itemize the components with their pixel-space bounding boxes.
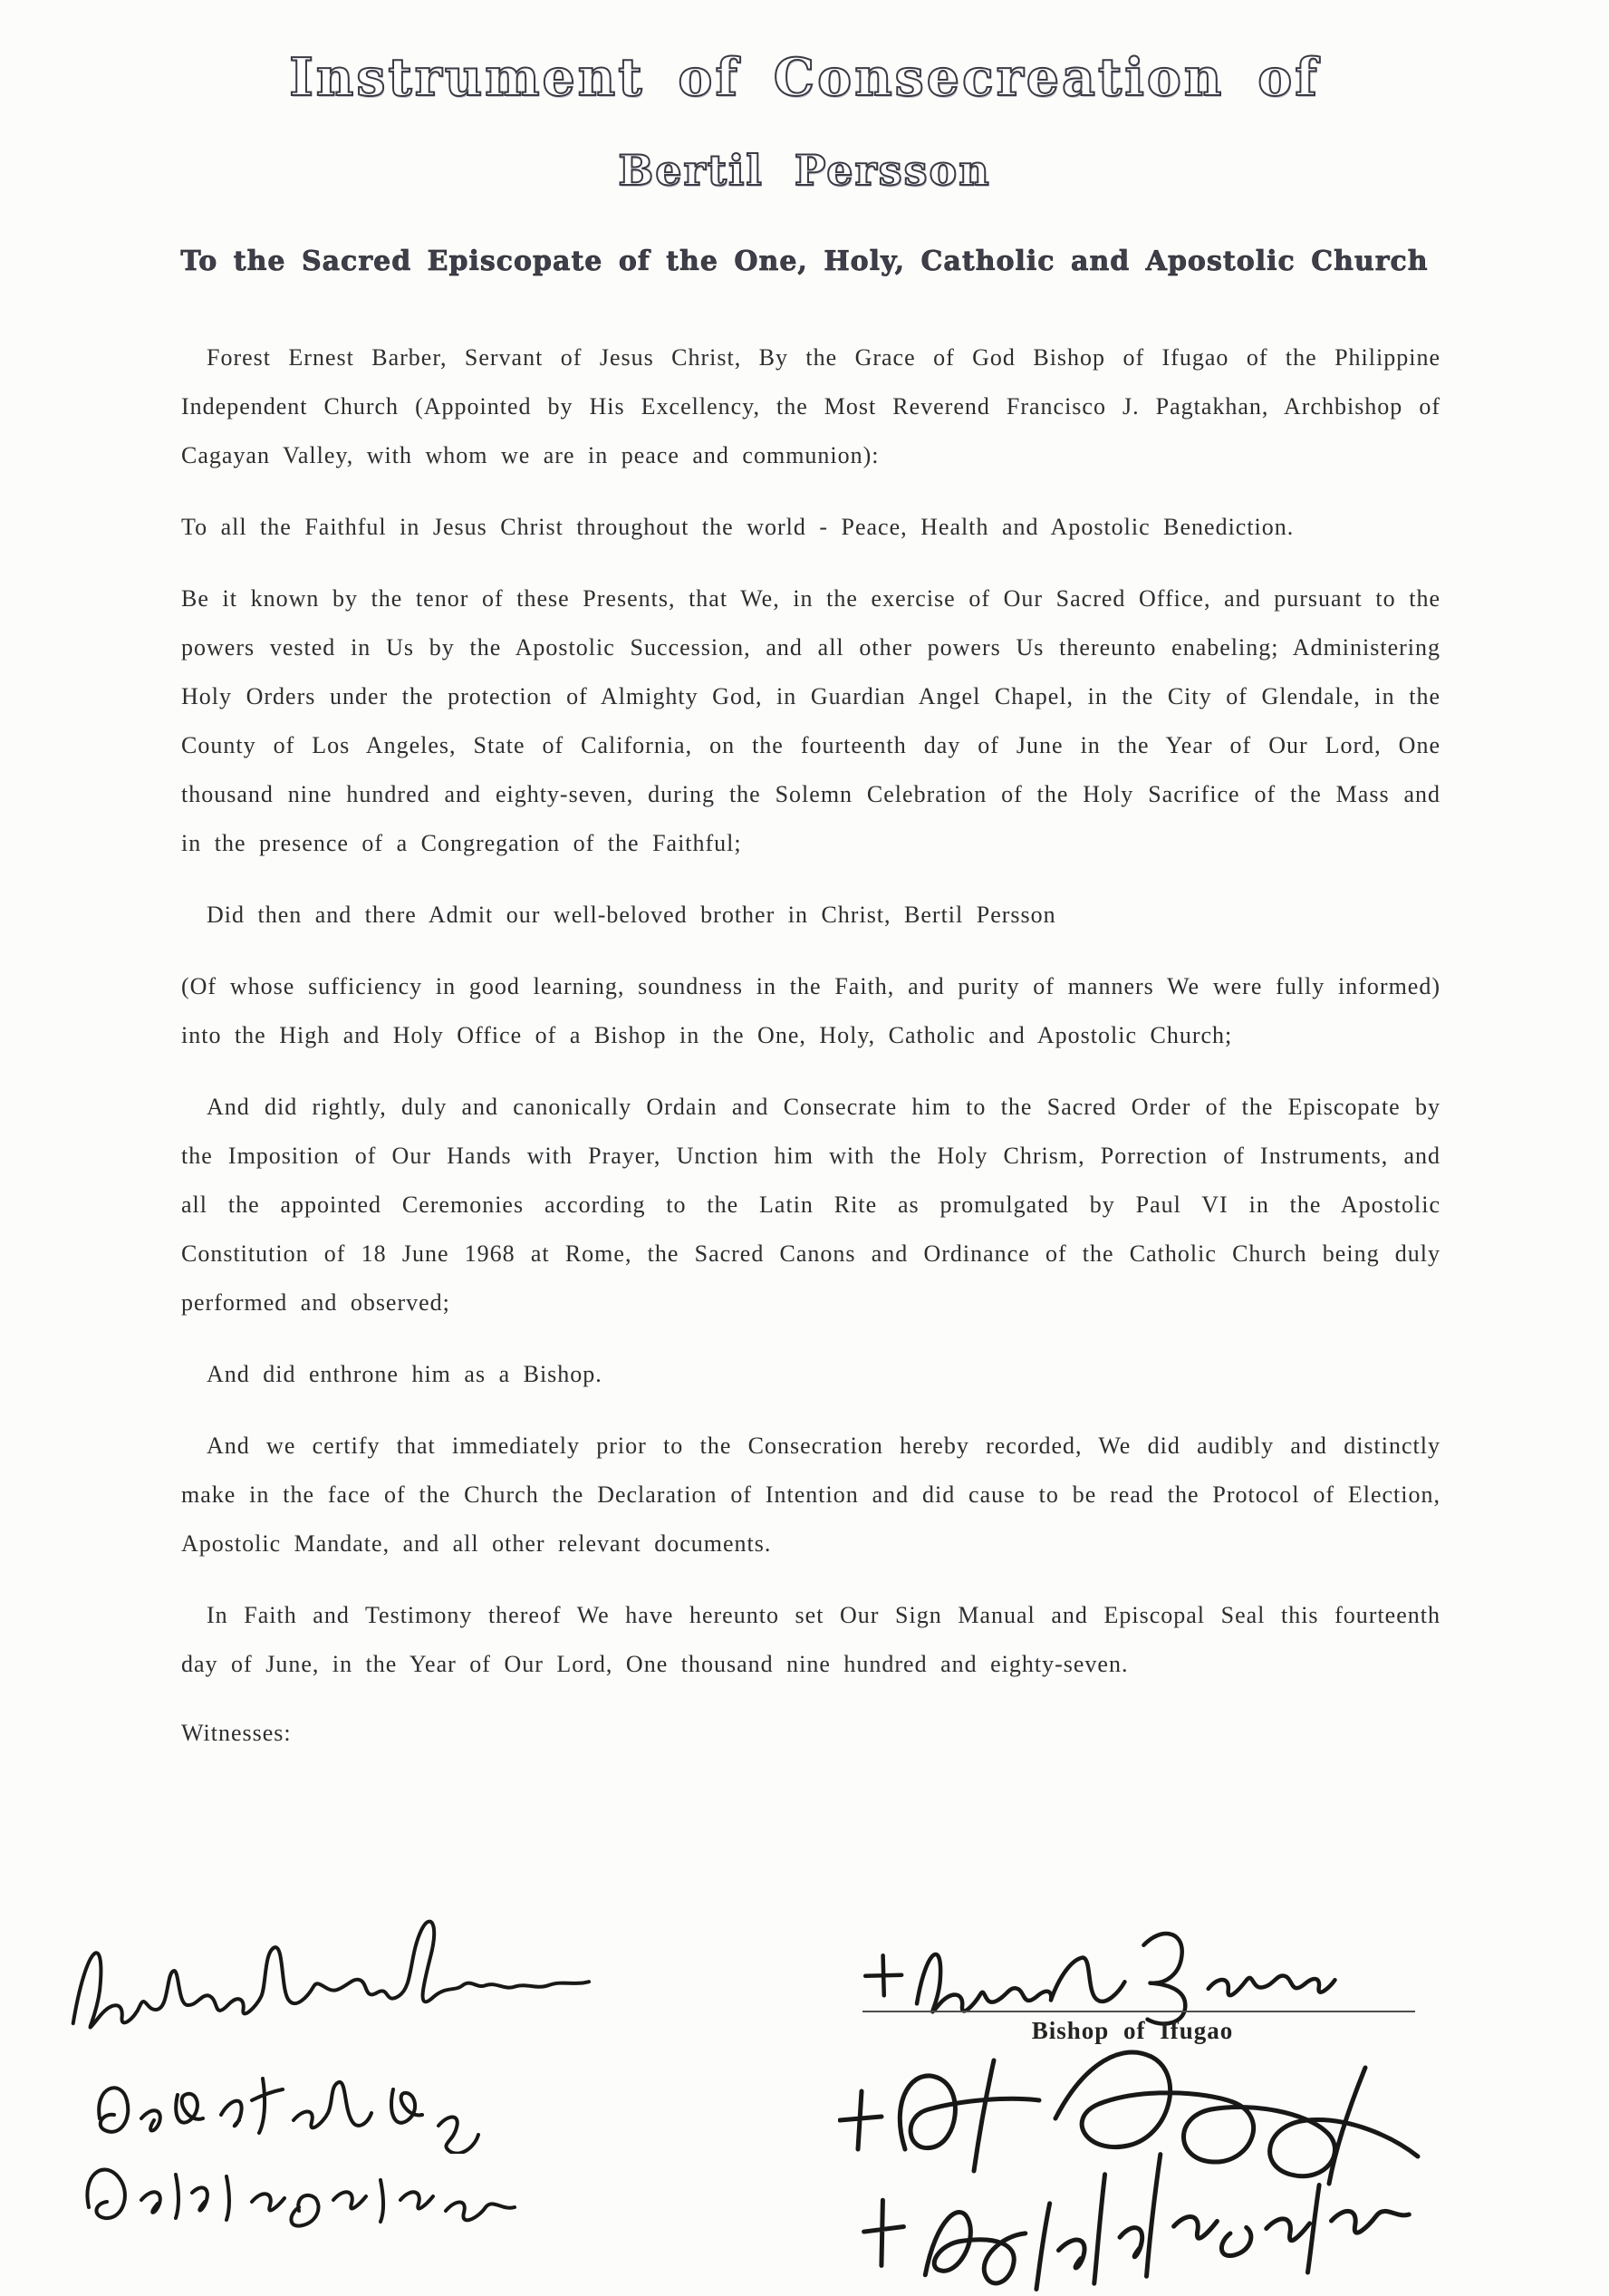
witness-signature-david [71, 2135, 533, 2239]
paragraph-enthrone: And did enthrone him as a Bishop. [207, 1361, 602, 1387]
document-title-line1: Instrument of Consecreation of [289, 47, 1320, 108]
dedication-line: To the Sacred Episcopate of the One, Holy, Catholic and Apostolic Church [180, 246, 1429, 277]
handwriting-ink-icon [54, 1895, 619, 2072]
co-consecrator-signature-schultz [853, 2110, 1449, 2296]
document-body [181, 333, 1440, 1758]
handwriting-ink-icon [853, 2110, 1449, 2296]
paragraph-testimony: In Faith and Testimony thereof We have hereunto set Our Sign Manual and Episcopal Seal this fourteenth day of June, in the Year of Our Lord, One thousand nine hundred and eighty-seven. [181, 1602, 1440, 1677]
paragraph-admit: Did then and there Admit our well-beloved brother in Christ, Bertil Persson [207, 902, 1056, 928]
witnesses-label: Witnesses: [181, 1720, 292, 1746]
paragraph-sufficiency: (Of whose sufficiency in good learning, soundness in the Faith, and purity of manners We were fully informed) into the High and Holy Office of a Bishop in the One, Holy, Catholic and Apostolic Church; [181, 973, 1440, 1048]
handwriting-ink-icon [71, 2135, 533, 2239]
paragraph-certify: And we certify that immediately prior to the Consecration hereby recorded, We did audibly and distinctly make in the face of the Church the Declaration of Intention and did cause to be read the Protocol of Election, Apostolic Mandate, and all other relevant documents. [181, 1433, 1440, 1557]
document-title-line2: Bertil Persson [618, 146, 991, 195]
paragraph-salutation: To all the Faithful in Jesus Christ throughout the world - Peace, Health and Apostolic Benediction. [181, 514, 1295, 540]
witness-signature-hickman [54, 1895, 619, 2072]
consecrator-printed-title: Bishop of Ifugao [1031, 2017, 1234, 2044]
paragraph-be-it-known: Be it known by the tenor of these Presents, that We, in the exercise of Our Sacred Office, and pursuant to the powers vested in Us by the Apostolic Succession, and all other powers Us thereunto enabeling; Administering Holy Orders under the protection of Almighty God, in Guardian Angel Chapel, in the City of Glendale, in the County of Los Angeles, State of California, on the fourteenth day of June in the Year of Our Lord, One thousand nine hundred and eighty-seven, during the Solemn Celebration of the Holy Sacrifice of the Mass and in the presence of a Congregation of the Faithful; [181, 585, 1440, 856]
paragraph-preamble: Forest Ernest Barber, Servant of Jesus Christ, By the Grace of God Bishop of Ifugao of the Philippine Independent Church (Appointed by His Excellency, the Most Reverend Francisco J. Pagtakhan, Archbishop of Cagayan Valley, with whom we are in peace and communion): [181, 344, 1440, 468]
paragraph-ordain: And did rightly, duly and canonically Ordain and Consecrate him to the Sacred Order of the Episcopate by the Imposition of Our Hands with Prayer, Unction him with the Holy Chrism, Porrection of Instruments, and all the appointed Ceremonies according to the Latin Rite as promulgated by Paul VI in the Apostolic Constitution of 18 June 1968 at Rome, the Sacred Canons and Ordinance of the Catholic Church being duly performed and observed; [181, 1094, 1440, 1316]
